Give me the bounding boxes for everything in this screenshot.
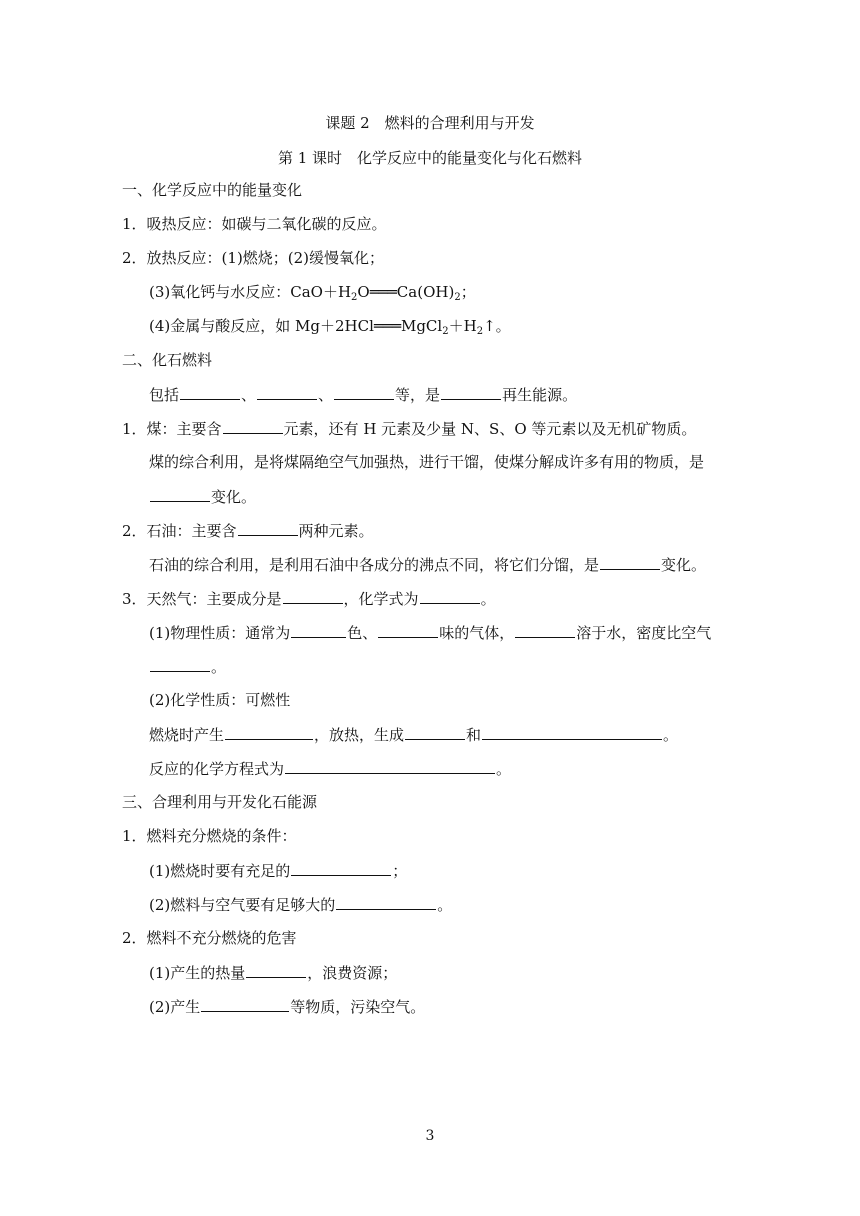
- coal-use-cont: 变化。: [149, 486, 256, 507]
- section-1-heading: 一、化学反应中的能量变化: [122, 181, 303, 199]
- answer-blank[interactable]: [225, 724, 313, 740]
- natural-gas-item: 3．天然气：主要成分是 ，化学式为 。: [122, 590, 496, 608]
- answer-blank[interactable]: [515, 622, 575, 638]
- fossil-fuels-include: 包括 、 、 等，是 再生能源。: [149, 386, 578, 404]
- cao-reaction: (3)氧化钙与水反应：$CaO+H_2O═══Ca(OH)_2$；: [149, 283, 476, 303]
- mg-reaction: (4)金属与酸反应，如 $Mg+2HCl═══MgCl_2+H_2↑$。: [149, 317, 511, 337]
- oil-item: 2．石油：主要含 两种元素。: [122, 522, 374, 540]
- answer-blank[interactable]: [150, 656, 210, 672]
- section-2-heading: 二、化石燃料: [122, 351, 213, 369]
- answer-blank[interactable]: [420, 588, 480, 604]
- endothermic-item: 1．吸热反应：如碳与二氧化碳的反应。: [122, 215, 387, 233]
- answer-blank[interactable]: [238, 520, 298, 536]
- harm-1: (1)产生的热量 ，浪费资源；: [149, 964, 398, 982]
- coal-use: 煤的综合利用，是将煤隔绝空气加强热，进行干馏，使煤分解成许多有用的物质，是: [149, 453, 705, 471]
- answer-blank[interactable]: [201, 996, 289, 1012]
- answer-blank[interactable]: [441, 384, 501, 400]
- condition-1: (1)燃烧时要有充足的 ；: [149, 862, 408, 880]
- answer-blank[interactable]: [405, 724, 465, 740]
- combustion-line: 燃烧时产生 ，放热，生成 和 。: [149, 726, 679, 744]
- answer-blank[interactable]: [150, 486, 210, 502]
- physical-properties: (1)物理性质：通常为 色、 味的气体， 溶于水，密度比空气: [149, 624, 712, 642]
- exothermic-item: 2．放热反应：(1)燃烧；(2)缓慢氧化；: [122, 249, 385, 267]
- answer-blank[interactable]: [223, 418, 283, 434]
- coal-item: 1．煤：主要含 元素，还有 H 元素及少量 N、S、O 等元素以及无机矿物质。: [122, 420, 697, 438]
- answer-blank[interactable]: [291, 622, 346, 638]
- answer-blank[interactable]: [334, 384, 394, 400]
- incomplete-combustion-harm: 2．燃料不充分燃烧的危害: [122, 929, 297, 947]
- lesson-title: 课题 2 燃料的合理利用与开发: [325, 114, 535, 132]
- answer-blank[interactable]: [336, 894, 436, 910]
- physical-properties-cont: 。: [149, 656, 226, 677]
- oil-use: 石油的综合利用，是利用石油中各成分的沸点不同，将它们分馏，是 变化。: [149, 556, 707, 574]
- harm-2: (2)产生 等物质，污染空气。: [149, 998, 426, 1016]
- condition-2: (2)燃料与空气要有足够大的 。: [149, 896, 453, 914]
- answer-blank[interactable]: [285, 758, 495, 774]
- full-combustion-conditions: 1．燃料充分燃烧的条件：: [122, 827, 297, 845]
- answer-blank[interactable]: [600, 554, 660, 570]
- answer-blank[interactable]: [246, 962, 306, 978]
- chemical-properties: (2)化学性质：可燃性: [149, 691, 291, 709]
- answer-blank[interactable]: [283, 588, 343, 604]
- section-3-heading: 三、合理利用与开发化石能源: [122, 793, 318, 811]
- page-number: 3: [425, 1128, 435, 1144]
- answer-blank[interactable]: [257, 384, 317, 400]
- equation-line: 反应的化学方程式为 。: [149, 760, 512, 778]
- answer-blank[interactable]: [180, 384, 240, 400]
- answer-blank[interactable]: [482, 724, 662, 740]
- answer-blank[interactable]: [378, 622, 438, 638]
- answer-blank[interactable]: [291, 860, 391, 876]
- lesson-subtitle: 第 1 课时 化学反应中的能量变化与化石燃料: [277, 149, 583, 167]
